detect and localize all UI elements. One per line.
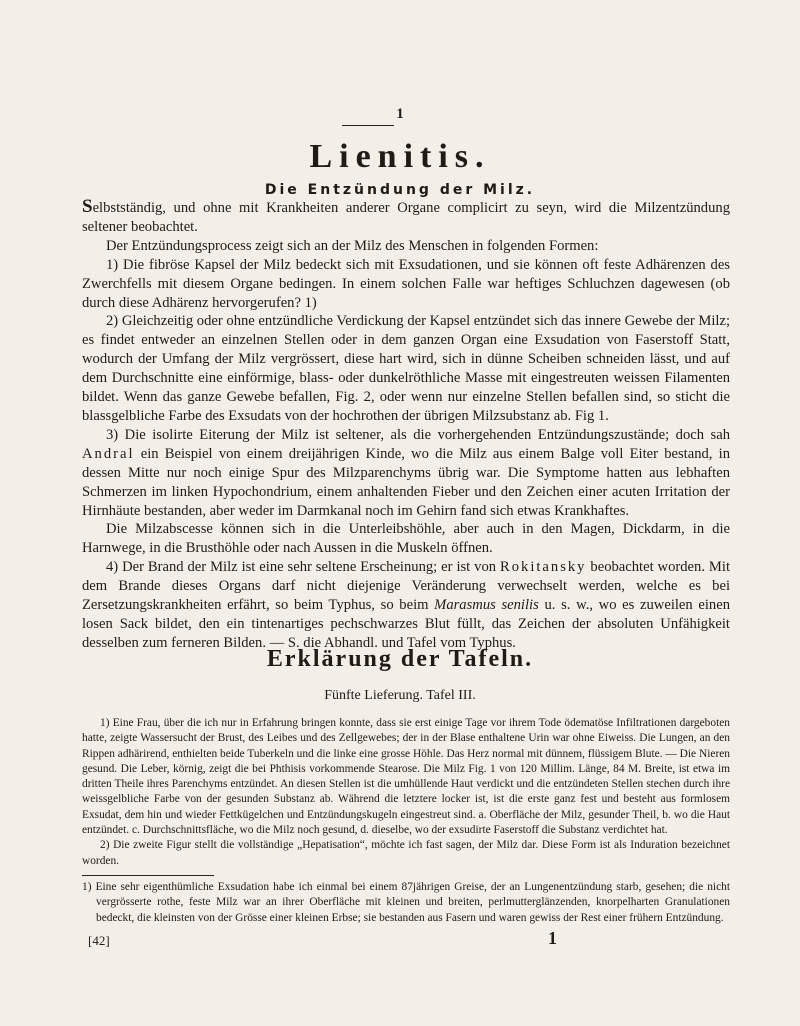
signature-mark-right: 1 (548, 928, 557, 948)
footnote-text: Eine sehr eigenthümliche Exsudation habe ich einmal bei einem 87jährigen Greise, der an Lungenentzündung starb, gesehen; die nicht vergrösserte rothe, feste Milz war an ihrer Oberfläche mit kleinen und breiten, perlmutterglänzenden, knorpelharten Granulationen bedeckt, die kleinsten von der Grösse einer kleinen Erbse; sie bestanden aus Fasern und waren gewiss der Rest einer frühern Entzündung. (95, 881, 730, 924)
intro-text: elbstständig, und ohne mit Krankheiten anderer Organe complicirt zu seyn, wird die Milzentzündung seltener beobachtet. (82, 200, 730, 235)
plates-heading: Erklärung der Tafeln. (266, 646, 534, 672)
form-4-text-c: u. s. w., wo es zuweilen einen losen Sack bildet, den ein tintenartiges pechschwarzes Blut füllt, das Zeichen der absoluten Unfähigkeit desselben zum ferneren Bilden. — S. die Abhandl. und Tafel vom Typhus. (82, 597, 730, 651)
form-3-text-b: ein Beispiel von einem dreijährigen Kinde, wo die Milz aus einem Balge voll Eiter bestand, in dessen Mitte nur noch einige Spur des Milzparenchyms übrig war. Die Symptome hatten aus lebhaften Schmerzen im linken Hypochondrium, einem anhaltenden Fieber und den Zeichen einer acuten Irritation der Hirnhäute bestanden, aber weder im Darmkanal noch im Gehirn fand sich etwas Krankhaftes. (82, 445, 730, 519)
chapter-title: Lienitis. (309, 138, 491, 175)
page-number-rule (342, 125, 394, 126)
plate-paragraph-1: 1) Eine Frau, über die ich nur in Erfahrung bringen konnte, dass sie erst einige Tage vor ihrem Tode ödematöse Infiltrationen dargeboten hatte, zeigte Wassersucht der Brust, des Leibes und des Zellgewebes; der in der Blase enthaltene Urin war ohne Eiweiss. Die Lungen, an den Rippen adhärirend, enthielten beide Tuberkeln und die linke eine grosse Höhle. Das Herz normal mit dünnem, flüssigem Blute. — Die Nieren gesund. Die Leber, körnig, zeigt die bei Phthisis vorkommende Stearose. Die Milz Fig. 1 von 120 Millim. Länge, 84 M. Breite, ist etwa im dritten Theile ihres Parenchyms entzündet. An diesen Stellen ist die umhüllende Haut verdickt und die entzündeten Stellen stechen durch ihre weissgelbliche Farbe von der gesunden Substanz ab. Während die letztere locker ist, ist die erste ganz fest und besteht aus formlosem Exsudat, dem hin und wieder Fettkügelchen und Entzündungskugeln eingestreut sind. a. Oberfläche der Milz, gesunder Theil, b. wo die Haut entzündet. c. Durchschnittsfläche, wo die Milz noch gesund, d. dieselbe, wo der exsudirte Faserstoff die Substanz verdichtet hat. (82, 717, 730, 837)
form-3-text-a: 3) Die isolirte Eiterung der Milz ist seltener, als die vorhergehenden Entzündungszustände; doch sah (106, 426, 730, 443)
author-name-andral: Andral (82, 445, 135, 462)
plate-paragraph-2: 2) Die zweite Figur stellt die vollständige „Hepatisation“, möchte ich fast sagen, der Milz dar. Diese Form ist als Induration bezeichnet worden. (82, 839, 730, 867)
form-4-paragraph (82, 558, 730, 653)
footnote-rule (82, 875, 214, 876)
author-name-rokitansky: Rokitansky (500, 559, 587, 576)
form-1-paragraph: 1) Die fibröse Kapsel der Milz bedeckt sich mit Exsudationen, und sie können oft feste Adhärenzen des Zwerchfells mit diesem Organe bedingen. In einem solchen Falle war heftiges Schluchzen dagewesen (ob durch diese Adhärenz hervorgerufen? 1) (82, 256, 730, 311)
plates-explanation (82, 716, 730, 869)
form-4-text-b: beobachtet worden. Mit dem Brande dieses Organs darf nicht diejenige Veränderung verwechselt werden, welche es bei Zersetzungskrankheiten erfährt, so beim Typhus, so beim (82, 559, 730, 614)
form-3-paragraph (82, 426, 730, 521)
main-text (82, 198, 730, 653)
chapter-subtitle: Die Entzündung der Milz. (264, 182, 536, 198)
footnote-paragraph (82, 880, 730, 926)
intro-paragraph (82, 198, 730, 237)
form-2-paragraph: 2) Gleichzeitig oder ohne entzündliche Verdickung der Kapsel entzündet sich das innere Gewebe der Milz; es findet entweder an einzelnen Stellen oder in dem ganzen Organ eine Exsudation von Faserstoff Statt, wodurch der Umfang der Milz vergrössert, diese hart wird, sich in dünne Scheiben schneiden lässt, und auf dem Durchschnitte eine einförmige, blass- oder dunkelröthliche Masse mit eingestreuten weissen Filamenten bildet. Wenn das ganze Gewebe befallen, Fig. 2, oder wenn nur einzelne Stellen befallen sind, so sticht die blassgelbliche Farbe des Exsudats von der hochrothen der übrigen Milzsubstanz ab. Fig 1. (82, 313, 730, 424)
footnote-marker: 1) (82, 881, 92, 893)
marasmus-term: Marasmus senilis (434, 597, 539, 614)
forms-intro-paragraph: Der Entzündungsprocess zeigt sich an der Milz des Menschen in folgenden Formen: (106, 237, 599, 254)
abscess-paragraph: Die Milzabscesse können sich in die Unterleibshöhle, aber auch in den Magen, Dickdarm, in die Harnwege, in die Brusthöhle oder nach Aussen in die Muskeln öffnen. (82, 521, 730, 557)
footnote (82, 880, 730, 926)
page-number-top: 1 (396, 106, 404, 122)
form-4-text-a: 4) Der Brand der Milz ist eine sehr seltene Erscheinung; er ist von (106, 559, 500, 576)
signature-mark-left: [42] (88, 933, 110, 948)
lieferung-line: Fünfte Lieferung. Tafel III. (324, 688, 476, 703)
drop-cap: S (82, 196, 93, 217)
